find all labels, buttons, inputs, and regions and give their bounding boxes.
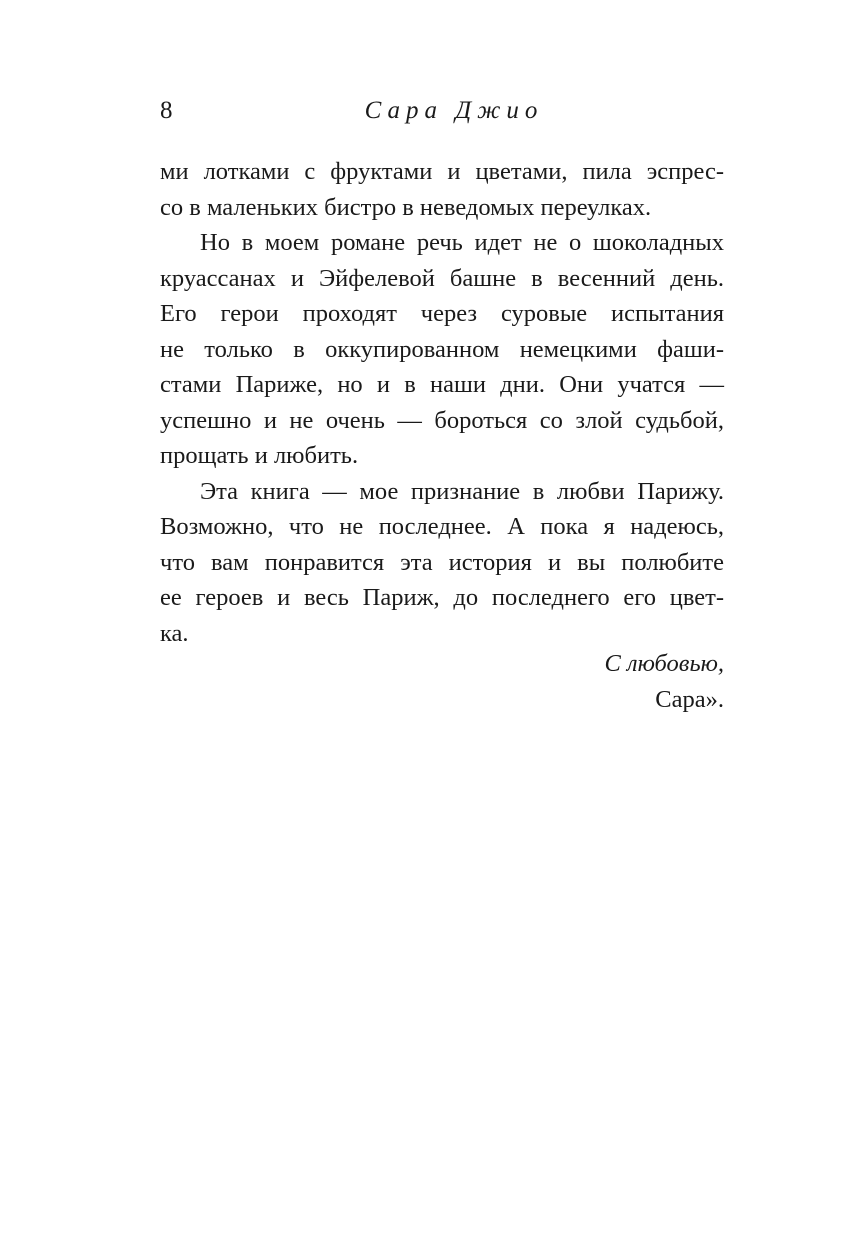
text-line: со в маленьких бистро в неведомых переулках. — [160, 193, 652, 221]
signature — [160, 646, 724, 717]
text-line: что вам понравится эта история и вы полюбите — [160, 548, 724, 576]
signature-name: Сара». — [655, 685, 724, 713]
body-text — [160, 154, 724, 651]
text-line: Возможно, что не последнее. А пока я надеюсь, — [160, 513, 724, 540]
text-line: Но в моем романе речь идет не о шоколадных — [200, 229, 724, 256]
text-line: успешно и не очень — бороться со злой судьбой, — [160, 406, 724, 434]
text-line: круассанах и Эйфелевой башне в весенний день. — [160, 264, 724, 292]
running-head: Сара Джио — [364, 97, 544, 124]
text-line: ми лотками с фруктами и цветами, пила эспрес- — [160, 158, 724, 185]
signature-closing: С любовью, — [604, 650, 724, 677]
text-line: стами Париже, но и в наши дни. Они учатся — — [160, 371, 724, 398]
page-number: 8 — [160, 97, 173, 124]
text-line: прощать и любить. — [160, 442, 359, 469]
text-line: ка. — [160, 619, 189, 647]
text-line: не только в оккупированном немецкими фаши- — [160, 335, 724, 363]
text-line: ее героев и весь Париж, до последнего его цвет- — [160, 584, 724, 611]
text-line: Эта книга — мое признание в любви Парижу. — [200, 477, 724, 505]
text-line: Его герои проходят через суровые испытания — [160, 300, 724, 327]
